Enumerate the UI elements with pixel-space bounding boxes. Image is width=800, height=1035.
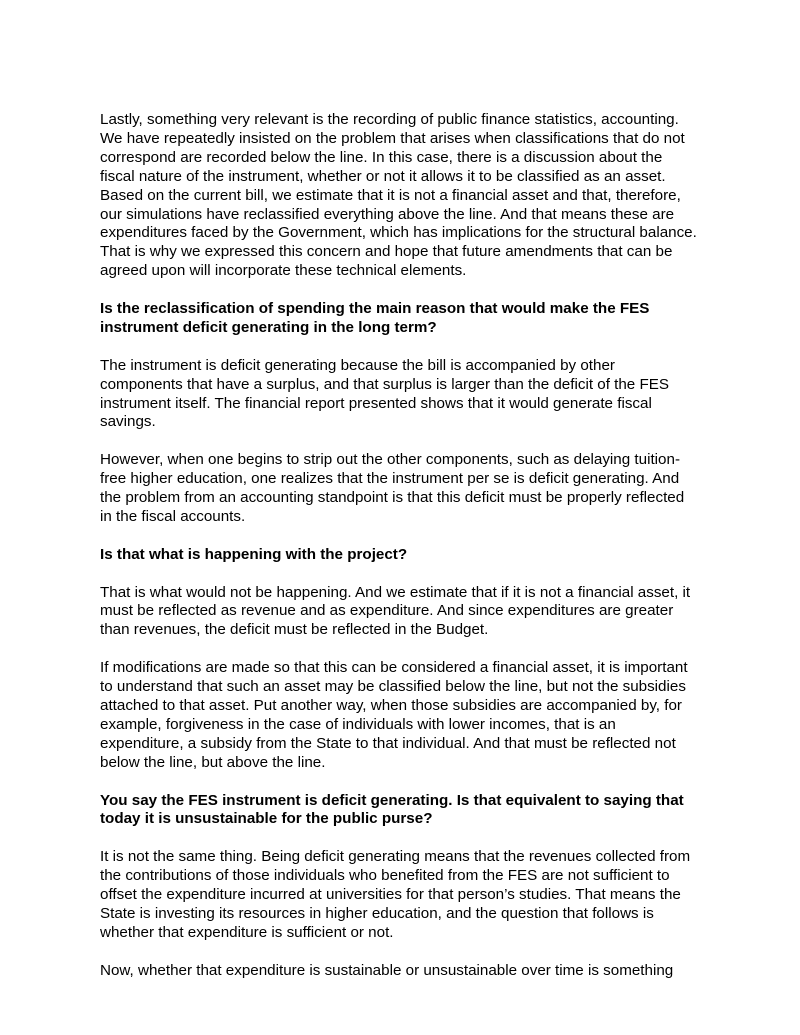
paragraph-financial-asset-modifications: If modifications are made so that this can be considered a financial asset, it is important to understand that such an asset may be classified below the line, but not the subsidies attached to that asset. Put another way, when those subsidies are accompanied by, for example, forgiveness in the case of individuals with lower incomes, that is an expenditure, a subsidy from the State to that individual. And that must be reflected not below the line, but above the line.: [100, 659, 688, 771]
question-unsustainable: You say the FES instrument is deficit generating. Is that equivalent to saying that today it is unsustainable for the public purse?: [100, 791, 684, 828]
question-project: Is that what is happening with the project?: [100, 545, 408, 563]
paragraph-strip-out-components: However, when one begins to strip out the other components, such as delaying tuition-free higher education, one realizes that the instrument per se is deficit generating. And the problem from an accounting standpoint is that this deficit must be properly reflected in the fiscal accounts.: [100, 451, 685, 525]
answer-not-happening: That is what would not be happening. And we estimate that if it is not a financial asset, it must be reflected as revenue and as expenditure. And since expenditures are greater than revenues, the deficit must be reflected in the Budget.: [100, 583, 691, 639]
paragraph-sustainability: Now, whether that expenditure is sustainable or unsustainable over time is something: [100, 961, 674, 979]
paragraph-public-finance-recording: Lastly, something very relevant is the recording of public finance statistics, accounting. We have repeatedly insisted on the problem that arises when classifications that do not correspond are recorded below the line. In this case, there is a discussion about the fiscal nature of the instrument, whether or not it allows it to be classified as an asset. Based on the current bill, we estimate that it is not a financial asset and that, therefore, our simulations have reclassified everything above the line. And that means these are expenditures faced by the Government, which has implications for the structural balance. That is why we expressed this concern and hope that future amendments that can be agreed upon will incorporate these technical elements.: [100, 111, 697, 280]
question-reclassification: Is the reclassification of spending the main reason that would make the FES instrument deficit generating in the long term?: [100, 300, 650, 336]
answer-deficit-generating: The instrument is deficit generating because the bill is accompanied by other components that have a surplus, and that surplus is larger than the deficit of the FES instrument itself. The financial report presented shows that it would generate fiscal savings.: [100, 356, 670, 431]
answer-not-same-thing: It is not the same thing. Being deficit generating means that the revenues collected from the contributions of those individuals who benefited from the FES are not sufficient to offset the expenditure incurred at universities for that person’s studies. That means the State is investing its resources in higher education, and the question that follows is whether that expenditure is sufficient or not.: [100, 848, 691, 941]
document-page: [100, 111, 700, 999]
